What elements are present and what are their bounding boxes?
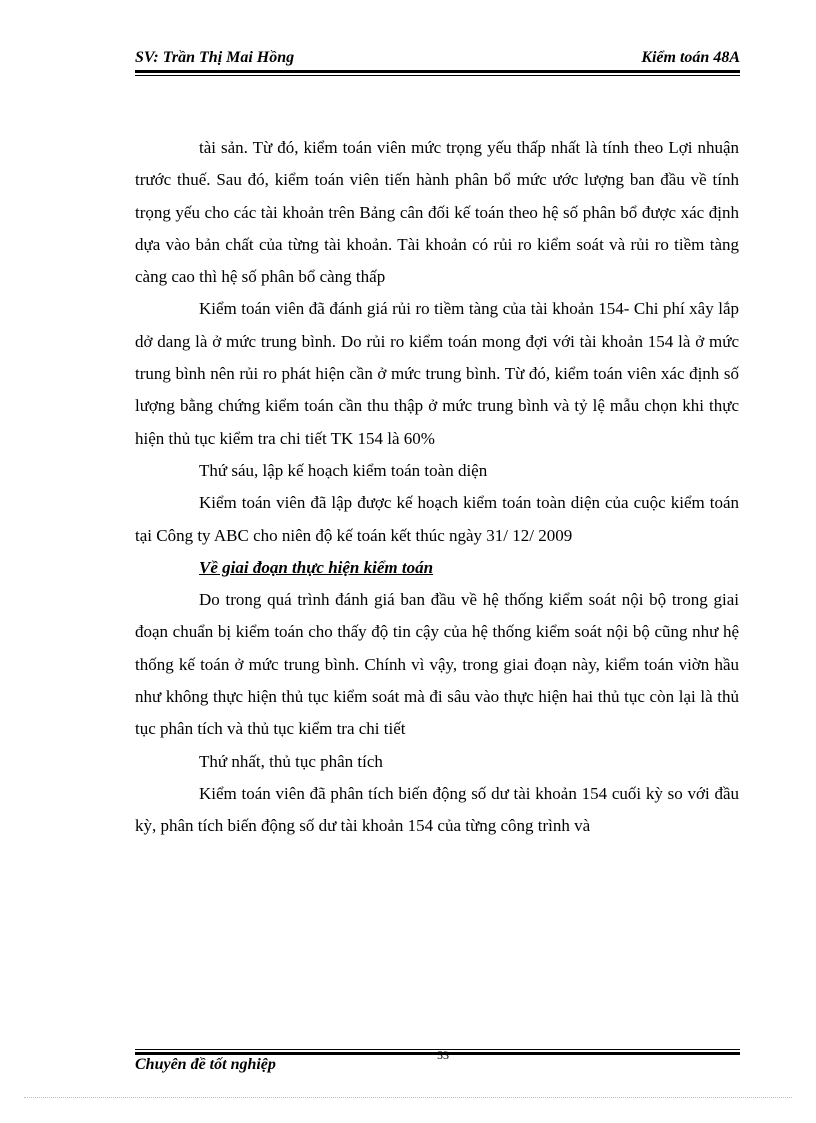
header-rule-thin xyxy=(135,75,740,76)
page-bottom-dotted-line xyxy=(24,1097,792,1098)
page-number: 53 xyxy=(437,1048,449,1062)
footer-title: Chuyên đề tốt nghiệp xyxy=(135,1056,276,1073)
page-footer xyxy=(135,1048,740,1082)
paragraph-overall-plan: Kiểm toán viên đã lập được kế hoạch kiểm toán toàn diện của cuộc kiểm toán tại Công ty ABC cho niên độ kế toán kết thúc ngày 31/ 12/ 2009 xyxy=(135,493,739,545)
section-heading xyxy=(135,552,739,584)
paragraph-execution-phase: Do trong quá trình đánh giá ban đầu về hệ thống kiểm soát nội bộ trong giai đoạn chuẩn bị kiểm toán cho thấy độ tin cậy của hệ thống kiểm soát nội bộ cũng như hệ thống kế toán ở mức trung bình. Chính vì vậy, trong giai đoạn này, kiểm toán viờn hầu như không thực hiện thủ tục kiểm soát mà đi sâu vào thực hiện hai thủ tục còn lại là thủ tục phân tích và thủ tục kiểm tra chi tiết xyxy=(135,590,739,739)
paragraph-step-six: Thứ sáu, lập kế hoạch kiểm toán toàn diện xyxy=(199,460,488,480)
header-rule-thick xyxy=(135,70,740,73)
page-body xyxy=(135,132,739,843)
paragraph-analysis: Kiểm toán viên đã phân tích biến động số dư tài khoản 154 cuối kỳ so với đầu kỳ, phân tích biến động số dư tài khoản 154 của từng công trình và xyxy=(135,783,739,836)
page-header xyxy=(135,47,740,71)
paragraph-materiality: tài sản. Từ đó, kiểm toán viên mức trọng yếu thấp nhất là tính theo Lợi nhuận trước thuế. Sau đó, kiểm toán viên tiến hành phân bổ mức ước lượng ban đầu về tính trọng yếu cho các tài khoản trên Bảng cân đối kế toán theo hệ số phân bổ được xác định dựa vào bản chất của từng tài khoản. Tài khoản có rủi ro kiểm soát và rủi ro tiềm tàng càng cao thì hệ số phân bổ càng thấp xyxy=(135,138,739,287)
paragraph-step-one: Thứ nhất, thủ tục phân tích xyxy=(199,751,383,771)
header-class-name: Kiểm toán 48A xyxy=(641,49,740,66)
header-student-name: SV: Trần Thị Mai Hồng xyxy=(135,49,295,66)
section-heading-text: Về giai đoạn thực hiện kiểm toán xyxy=(199,557,434,577)
paragraph-risk-assessment: Kiểm toán viên đã đánh giá rủi ro tiềm tàng của tài khoản 154- Chi phí xây lắp dở dang là ở mức trung bình. Do rủi ro kiểm toán mong đợi với tài khoản 154 là ở mức trung bình nên rủi ro phát hiện cần ở mức trung bình. Từ đó, kiểm toán viên xác định số lượng bằng chứng kiểm toán cần thu thập ở mức trung bình và tỷ lệ mẫu chọn khi thực hiện thủ tục kiểm tra chi tiết TK 154 là 60% xyxy=(135,299,739,448)
